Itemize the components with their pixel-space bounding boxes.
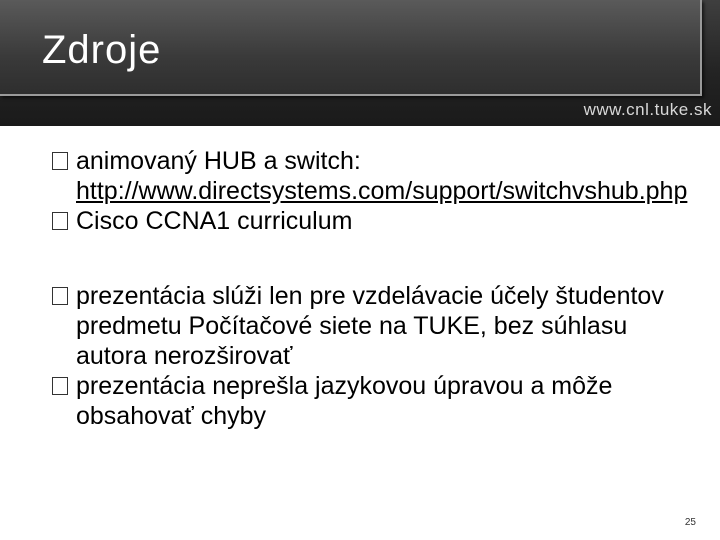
slide-content xyxy=(52,146,692,431)
square-bullet-icon xyxy=(52,152,68,170)
source-link[interactable]: http://www.directsystems.com/support/switchvshub.php xyxy=(76,177,688,205)
list-item xyxy=(52,281,692,371)
square-bullet-icon xyxy=(52,212,68,230)
bullet-text: prezentácia slúži len pre vzdelávacie účely študentov predmetu Počítačové siete na TUKE, bez súhlasu autora nerozširovať xyxy=(76,282,664,370)
square-bullet-icon xyxy=(52,377,68,395)
list-item xyxy=(52,371,692,431)
slide-title: Zdroje xyxy=(42,28,162,72)
slide-header xyxy=(0,0,720,126)
square-bullet-icon xyxy=(52,287,68,305)
bullet-text: prezentácia neprešla jazykovou úpravou a môže obsahovať chyby xyxy=(76,372,613,430)
list-item xyxy=(52,146,692,206)
notes-list xyxy=(52,281,692,431)
bullet-text: Cisco CCNA1 curriculum xyxy=(76,207,353,235)
site-logo: www.cnl.tuke.sk xyxy=(583,100,712,119)
sources-list xyxy=(52,146,692,236)
page-number: 25 xyxy=(684,517,696,528)
list-item xyxy=(52,206,692,236)
spacer xyxy=(52,236,692,281)
bullet-text: animovaný HUB a switch: xyxy=(76,147,361,175)
